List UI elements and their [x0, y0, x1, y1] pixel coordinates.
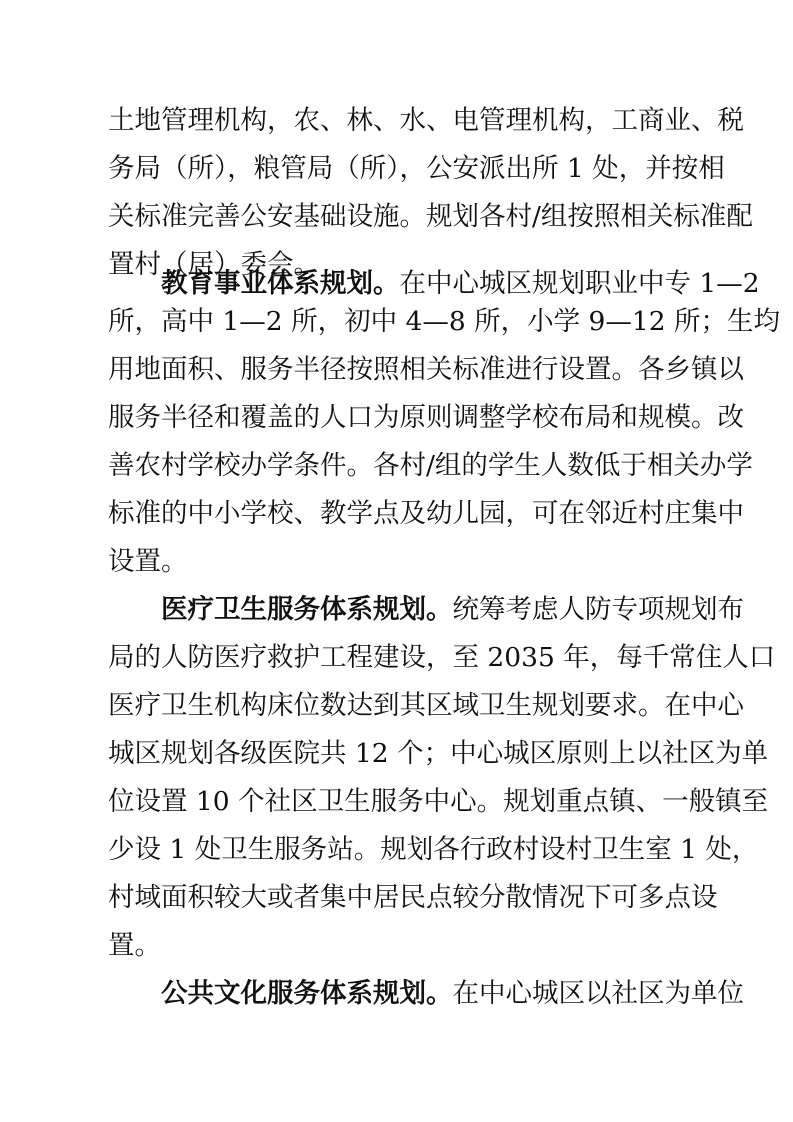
- section-heading: 医疗卫生服务体系规划。: [161, 594, 453, 625]
- section-heading: 教育事业体系规划。: [161, 268, 400, 299]
- text-line: 善农村学校办学条件。各村/组的学生人数低于相关办学: [108, 450, 753, 481]
- text-line: 少设 1 处卫生服务站。规划各行政村设村卫生室 1 处，: [108, 834, 759, 865]
- text-line: 务局（所），粮管局（所），公安派出所 1 处，并按相: [108, 153, 725, 184]
- text-line: 城区规划各级医院共 12 个；中心城区原则上以社区为单: [108, 738, 769, 769]
- text-line: [161, 976, 744, 1012]
- text-line: 置村（居）委会。: [108, 249, 320, 280]
- text-line: 置。: [108, 930, 161, 961]
- line-text: 在中心城区以社区为单位: [452, 978, 744, 1009]
- text-line: 土地管理机构，农、林、水、电管理机构，工商业、税: [108, 105, 744, 136]
- text-line: 局的人防医疗救护工程建设，至 2035 年，每千常住人口: [108, 642, 776, 673]
- text-line: 服务半径和覆盖的人口为原则调整学校布局和规模。改: [108, 402, 744, 433]
- text-line: 用地面积、服务半径按照相关标准进行设置。各乡镇以: [108, 354, 744, 385]
- text-line: 关标准完善公安基础设施。规划各村/组按照相关标准配: [108, 201, 753, 232]
- text-line: 医疗卫生机构床位数达到其区域卫生规划要求。在中心: [108, 690, 744, 721]
- line-text: 统筹考虑人防专项规划布: [452, 594, 744, 625]
- text-line: 标准的中小学校、教学点及幼儿园，可在邻近村庄集中: [108, 498, 744, 529]
- text-line: 设置。: [108, 546, 188, 577]
- text-line: [161, 266, 760, 302]
- text-line: 所，高中 1—2 所，初中 4—8 所，小学 9—12 所；生均: [108, 306, 781, 337]
- text-line: 村域面积较大或者集中居民点较分散情况下可多点设: [108, 882, 718, 913]
- text-line: 位设置 10 个社区卫生服务中心。规划重点镇、一般镇至: [108, 786, 769, 817]
- line-text: 在中心城区规划职业中专 1—2: [399, 268, 760, 299]
- section-heading: 公共文化服务体系规划。: [161, 978, 453, 1009]
- text-line: [161, 592, 744, 628]
